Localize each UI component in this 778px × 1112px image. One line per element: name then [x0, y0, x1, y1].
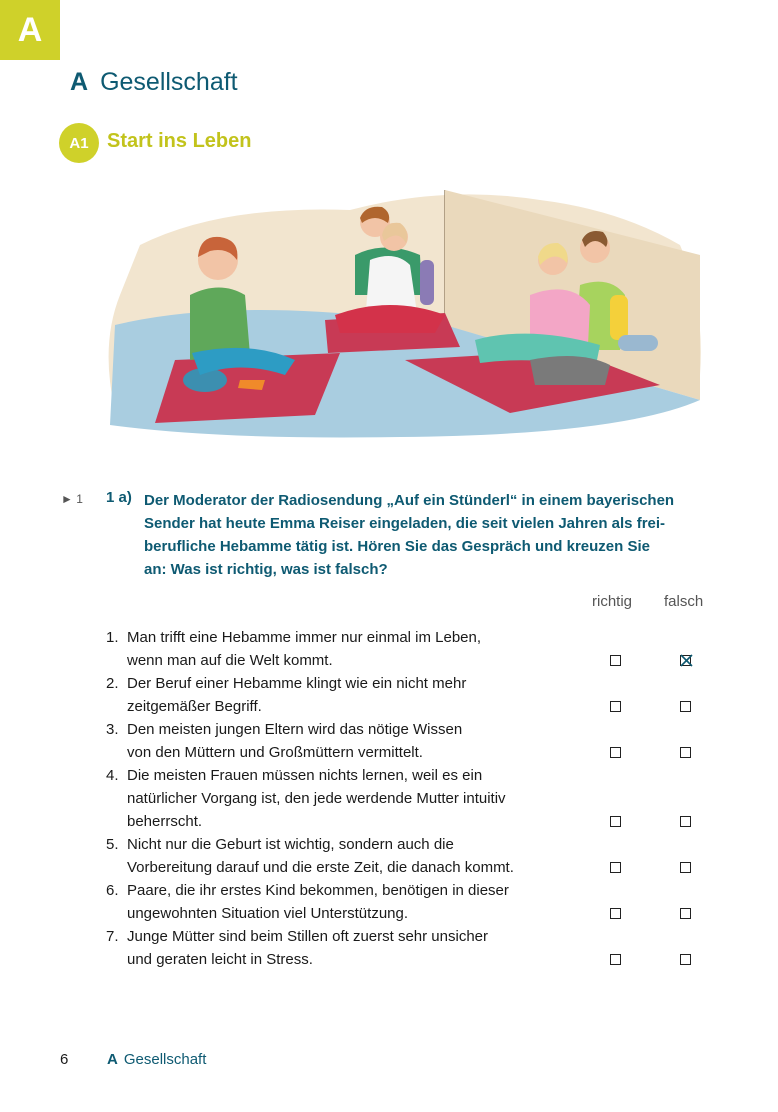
chapter-title: Gesellschaft	[100, 68, 238, 96]
statement-text	[127, 879, 557, 925]
instruction-line: an: Was ist richtig, was ist falsch?	[144, 561, 388, 578]
statement-line: Vorbereitung darauf und die erste Zeit, die danach kommt.	[127, 859, 514, 876]
column-header-richtig: richtig	[592, 593, 633, 610]
statement-text	[127, 833, 557, 879]
chapter-letter: A	[70, 68, 89, 96]
statement-line: Man trifft eine Hebamme immer nur einmal im Leben,	[127, 629, 482, 646]
instruction-line: Sender hat heute Emma Reiser eingeladen, die seit vielen Jahren als frei-	[144, 515, 666, 532]
footer-chapter-title: Gesellschaft	[123, 1051, 207, 1068]
instruction-line: berufliche Hebamme tätig ist. Hören Sie das Gespräch und kreuzen Sie	[144, 538, 650, 555]
checkbox-richtig-1[interactable]	[610, 655, 621, 666]
chapter-heading	[70, 68, 238, 97]
checkbox-falsch-2[interactable]	[680, 701, 691, 712]
checkbox-richtig-7[interactable]	[610, 954, 621, 965]
statement-2	[106, 672, 467, 715]
statement-3	[106, 718, 463, 761]
statement-text	[127, 672, 557, 718]
statement-6	[106, 879, 509, 922]
statement-text	[127, 925, 557, 971]
statement-line: beherrscht.	[127, 813, 203, 830]
statement-number: 6.	[106, 882, 119, 899]
checkbox-richtig-5[interactable]	[610, 862, 621, 873]
checkbox-falsch-3[interactable]	[680, 747, 691, 758]
statement-number: 2.	[106, 675, 119, 692]
cross-mark-icon	[679, 653, 694, 668]
task-instruction	[144, 489, 694, 581]
statement-number: 1.	[106, 629, 119, 646]
birth-class-illustration	[100, 185, 710, 450]
footer-chapter-letter: A	[107, 1051, 118, 1068]
statement-number: 5.	[106, 836, 119, 853]
checkbox-falsch-4[interactable]	[680, 816, 691, 827]
statement-4	[106, 764, 506, 830]
statement-text	[127, 718, 557, 764]
checkbox-richtig-6[interactable]	[610, 908, 621, 919]
statement-number: 3.	[106, 721, 119, 738]
checkbox-richtig-2[interactable]	[610, 701, 621, 712]
audio-track-marker: ► 1	[61, 492, 83, 506]
statement-text	[127, 626, 557, 672]
checkbox-falsch-1[interactable]	[680, 655, 691, 666]
statement-text	[127, 764, 557, 833]
statement-1	[106, 626, 482, 669]
checkbox-falsch-5[interactable]	[680, 862, 691, 873]
statement-line: von den Müttern und Großmüttern vermittelt.	[127, 744, 423, 761]
statement-line: Paare, die ihr erstes Kind bekommen, benötigen in dieser	[127, 882, 509, 899]
unit-badge: A1	[59, 123, 99, 163]
statement-line: Nicht nur die Geburt ist wichtig, sondern auch die	[127, 836, 454, 853]
statement-number: 4.	[106, 767, 119, 784]
statement-5	[106, 833, 514, 876]
statement-line: ungewohnten Situation viel Unterstützung.	[127, 905, 409, 922]
task-number: 1 a)	[106, 489, 132, 506]
checkbox-falsch-7[interactable]	[680, 954, 691, 965]
unit-title: Start ins Leben	[107, 130, 252, 152]
statement-line: wenn man auf die Welt kommt.	[127, 652, 333, 669]
column-header-falsch: falsch	[664, 593, 704, 610]
statement-number: 7.	[106, 928, 119, 945]
statement-line: Den meisten jungen Eltern wird das nötige Wissen	[127, 721, 463, 738]
statement-line: Der Beruf einer Hebamme klingt wie ein nicht mehr	[127, 675, 467, 692]
statement-7	[106, 925, 489, 968]
checkbox-falsch-6[interactable]	[680, 908, 691, 919]
statement-line: Junge Mütter sind beim Stillen oft zuerst sehr unsicher	[127, 928, 489, 945]
page-number: 6	[60, 1051, 69, 1068]
statement-line: und geraten leicht in Stress.	[127, 951, 313, 968]
checkbox-richtig-3[interactable]	[610, 747, 621, 758]
instruction-line: Der Moderator der Radiosendung „Auf ein Stünderl“ in einem bayerischen	[144, 492, 675, 509]
statement-line: natürlicher Vorgang ist, den jede werdende Mutter intuitiv	[127, 790, 506, 807]
chapter-tab: A	[0, 0, 60, 60]
statement-line: Die meisten Frauen müssen nichts lernen, weil es ein	[127, 767, 483, 784]
statement-line: zeitgemäßer Begriff.	[127, 698, 262, 715]
footer-chapter	[107, 1051, 206, 1068]
checkbox-richtig-4[interactable]	[610, 816, 621, 827]
